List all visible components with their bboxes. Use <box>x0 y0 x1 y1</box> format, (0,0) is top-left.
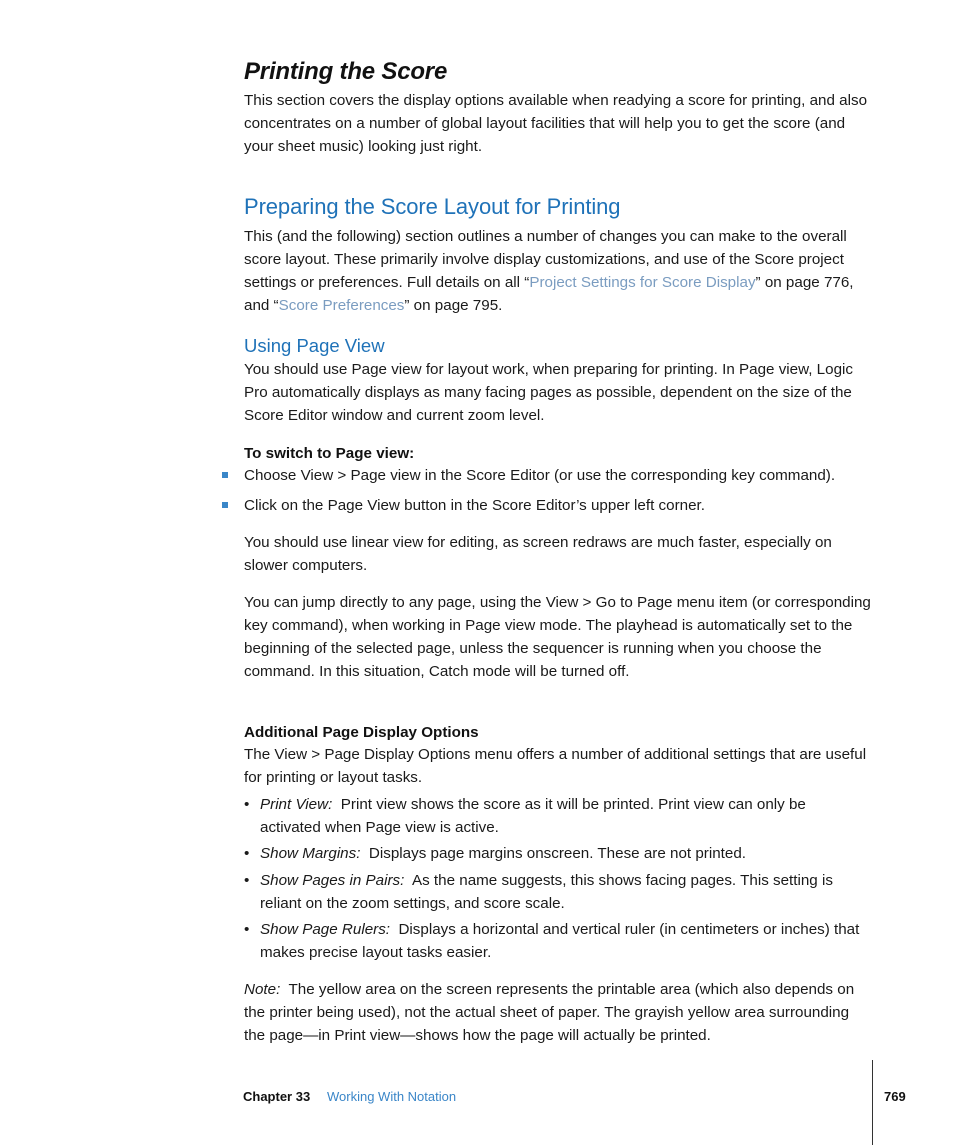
linear-view-paragraph: You should use linear view for editing, as screen redraws are much faster, especially on slower computers. <box>244 534 832 574</box>
option-text: As the name suggests, this shows facing pages. This setting is reliant on the zoom settings, and score scale. <box>260 872 833 912</box>
footer-chapter-title[interactable]: Working With Notation <box>327 1089 457 1104</box>
section-paragraph <box>244 225 874 317</box>
option-item <box>244 793 864 839</box>
options-heading: Additional Page Display Options <box>244 724 479 741</box>
intro-paragraph: This section covers the display options available when readying a score for printing, and also concentrates on a number of global layout facilities that will help you to get the score (and your sheet music) looking just right. <box>244 92 868 155</box>
option-term: Show Margins: <box>260 845 361 862</box>
step-text: Click on the Page View button in the Score Editor’s upper left corner. <box>244 497 705 514</box>
option-item <box>244 842 864 865</box>
footer-chapter: Chapter 33 <box>243 1089 311 1104</box>
bullet-icon: • <box>244 845 250 862</box>
section-heading: Preparing the Score Layout for Printing <box>244 194 621 219</box>
bullet-icon: • <box>244 872 250 889</box>
option-text: Displays page margins onscreen. These are not printed. <box>368 845 746 862</box>
section-text-mid: ” on page 776, and “ <box>244 274 854 314</box>
link-project-settings[interactable]: Project Settings for Score Display <box>529 274 756 291</box>
task-lead: To switch to Page view: <box>244 445 415 462</box>
options-intro: The View > Page Display Options menu offers a number of additional settings that are useful for printing or layout tasks. <box>244 746 867 786</box>
bullet-icon: • <box>244 921 250 938</box>
link-score-preferences[interactable]: Score Preferences <box>278 297 405 314</box>
subsection-heading: Using Page View <box>244 335 385 356</box>
footer-divider <box>872 1060 873 1145</box>
option-term: Show Pages in Pairs: <box>260 872 405 889</box>
go-to-page-paragraph: You can jump directly to any page, using the View > Go to Page menu item (or corresponding key command), when working in Page view mode. The playhead is automatically set to the beginning of the selected page, unless the sequencer is running when you choose the command. In this situation, Catch mode will be turned off. <box>244 594 871 680</box>
option-text: Displays a horizontal and vertical ruler (in centimeters or inches) that makes precise layout tasks easier. <box>260 921 860 961</box>
page-title: Printing the Score <box>244 58 448 85</box>
page-view-paragraph: You should use Page view for layout work, when preparing for printing. In Page view, Logic Pro automatically displays as many facing pages as possible, dependent on the size of the Score Editor window and current zoom level. <box>244 361 853 424</box>
note-label: Note: <box>244 981 281 998</box>
section-text-start: This (and the following) section outlines a number of changes you can make to the overall score layout. These primarily involve display customizations, and use of the Score project settings or preferences. Full details on all “ <box>244 228 847 291</box>
option-text: Print view shows the score as it will be printed. Print view can only be activated when Page view is active. <box>260 796 806 836</box>
bullet-icon: • <box>244 796 250 813</box>
square-bullet-icon <box>222 472 228 478</box>
page-number: 769 <box>884 1089 906 1104</box>
option-term: Show Page Rulers: <box>260 921 391 938</box>
square-bullet-icon <box>222 502 228 508</box>
note-paragraph <box>244 978 874 1047</box>
option-term: Print View: <box>260 796 333 813</box>
option-item <box>244 869 864 915</box>
section-text-end: ” on page 795. <box>404 297 503 314</box>
note-text: The yellow area on the screen represents the printable area (which also depends on the printer being used), not the actual sheet of paper. The grayish yellow area surrounding the page—in Print view—shows how the page will actually be printed. <box>244 981 855 1044</box>
option-item <box>244 918 864 964</box>
step-text: Choose View > Page view in the Score Editor (or use the corresponding key command). <box>244 467 836 484</box>
